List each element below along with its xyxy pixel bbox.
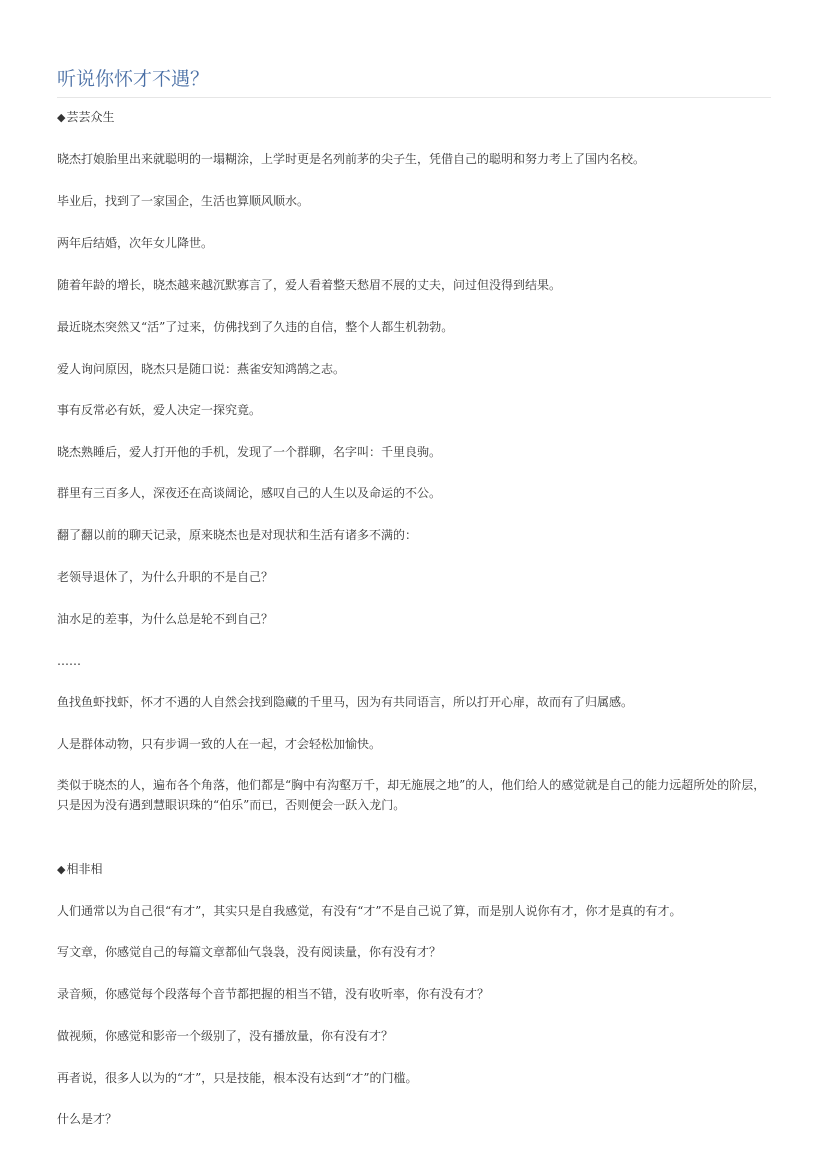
paragraph: …… (57, 654, 81, 668)
paragraph: 写文章，你感觉自己的每篇文章都仙气袅袅，没有阅读量，你有没有才？ (57, 945, 442, 959)
paragraph: 翻了翻以前的聊天记录，原来晓杰也是对现状和生活有诸多不满的： (57, 528, 418, 542)
paragraph: 油水足的差事，为什么总是轮不到自己？ (57, 612, 274, 626)
paragraph: 毕业后，找到了一家国企，生活也算顺风顺水。 (57, 194, 310, 208)
paragraph: 群里有三百多人，深夜还在高谈阔论，感叹自己的人生以及命运的不公。 (57, 486, 442, 500)
paragraph: 晓杰打娘胎里出来就聪明的一塌糊涂，上学时更是名列前茅的尖子生，凭借自己的聪明和努力考上了国内名校。 (57, 152, 646, 166)
paragraph: 录音频，你感觉每个段落每个音节都把握的相当不错，没有收听率，你有没有才？ (57, 987, 490, 1001)
paragraph: 晓杰熟睡后，爱人打开他的手机，发现了一个群聊，名字叫：千里良驹。 (57, 445, 442, 459)
paragraph: 鱼找鱼虾找虾，怀才不遇的人自然会找到隐藏的千里马，因为有共同语言，所以打开心扉，故而有了归属感。 (57, 695, 634, 709)
paragraph: 什么是才？ (57, 1112, 118, 1126)
section-heading-text: 相非相 (66, 862, 103, 876)
paragraph: 事有反常必有妖，爱人决定一探究竟。 (57, 403, 262, 417)
paragraph: 老领导退休了，为什么升职的不是自己？ (57, 570, 274, 584)
paragraph: 再者说，很多人以为的“才”，只是技能，根本没有达到“才”的门槛。 (57, 1071, 418, 1085)
section-heading-text: 芸芸众生 (66, 110, 115, 124)
title-divider (57, 97, 771, 98)
paragraph: 最近晓杰突然又“活”了过来，仿佛找到了久违的自信，整个人都生机勃勃。 (57, 320, 454, 334)
paragraph: 人是群体动物，只有步调一致的人在一起，才会轻松加愉快。 (57, 737, 382, 751)
diamond-bullet-icon: ◆ (57, 863, 66, 876)
paragraph: 随着年龄的增长，晓杰越来越沉默寡言了，爱人看着整天愁眉不展的丈夫，问过但没得到结果。 (57, 278, 562, 292)
paragraph: 做视频，你感觉和影帝一个级别了，没有播放量，你有没有才？ (57, 1029, 394, 1043)
paragraph: 类似于晓杰的人，遍布各个角落，他们都是“胸中有沟壑万千，却无施展之地”的人，他们给人的感觉就是自己的能力远超所处的阶层，只是因为没有遇到慧眼识珠的“伯乐”而已，否则便会一跃入龙门。 (57, 778, 766, 812)
paragraph: 两年后结婚，次年女儿降世。 (57, 236, 214, 250)
page-title: 听说你怀才不遇？ (57, 68, 210, 90)
diamond-bullet-icon: ◆ (57, 111, 66, 124)
section-heading-1 (57, 107, 114, 128)
paragraph: 人们通常以为自己很“有才”，其实只是自我感觉，有没有“才”不是自己说了算，而是别人说你有才，你才是真的有才。 (57, 904, 682, 918)
paragraph: 爱人询问原因，晓杰只是随口说：燕雀安知鸿鹄之志。 (57, 362, 346, 376)
section-heading-2 (57, 859, 102, 880)
